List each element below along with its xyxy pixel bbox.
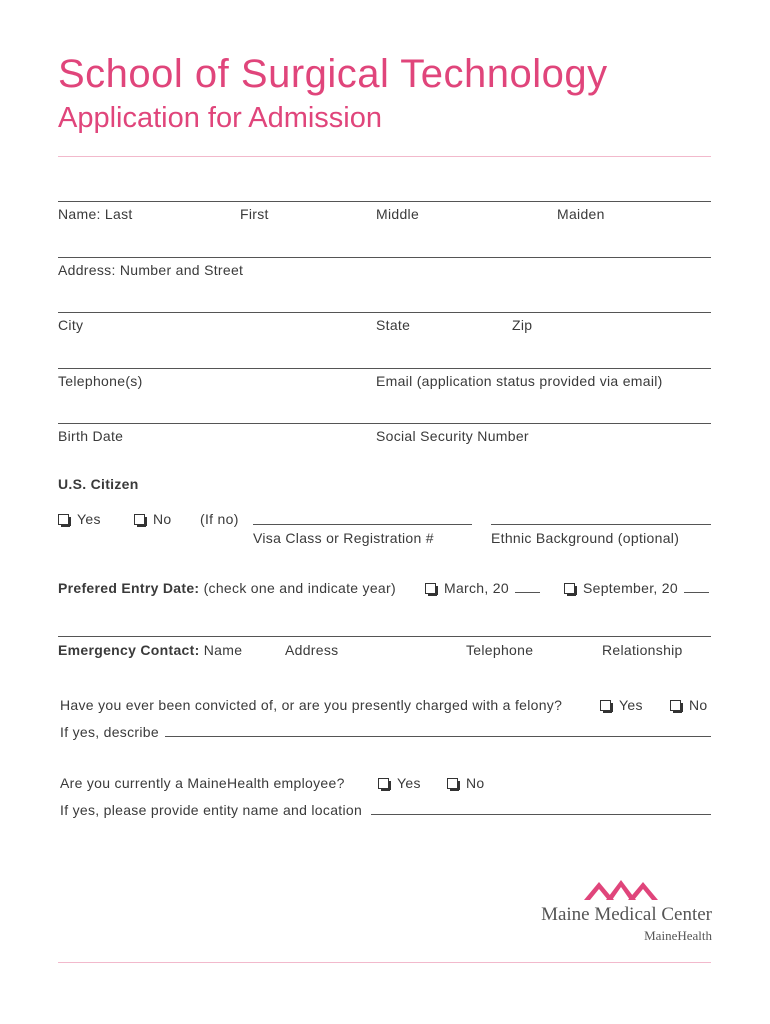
checkbox-icon [378, 778, 389, 789]
checkbox-icon [600, 700, 611, 711]
visa-input-line[interactable] [253, 524, 472, 525]
telephone-label: Telephone(s) [58, 373, 143, 389]
employee-question: Are you currently a MaineHealth employee? [60, 775, 345, 791]
ssn-label: Social Security Number [376, 428, 529, 444]
name-maiden-label: Maiden [557, 206, 605, 222]
city-input-line[interactable] [58, 312, 711, 313]
footer-divider [58, 962, 711, 963]
city-label: City [58, 317, 84, 333]
header-divider [58, 156, 711, 157]
citizen-heading: U.S. Citizen [58, 476, 139, 492]
felony-yes-checkbox[interactable]: Yes [600, 697, 643, 713]
entry-september-checkbox[interactable]: September, 20 [564, 580, 709, 596]
address-label: Address: Number and Street [58, 262, 244, 278]
page-subtitle: Application for Admission [58, 102, 382, 134]
maine-medical-center-logo [528, 878, 712, 944]
checkbox-icon [670, 700, 681, 711]
address-input-line[interactable] [58, 257, 711, 258]
name-first-label: First [240, 206, 269, 222]
felony-describe-line[interactable] [165, 736, 711, 737]
emergency-relationship-label: Relationship [602, 642, 683, 658]
telephone-input-line[interactable] [58, 368, 711, 369]
email-label: Email (application status provided via email) [376, 373, 663, 389]
entry-date-label: Prefered Entry Date: (check one and indicate year) [58, 580, 396, 596]
logo-name: Maine Medical Center [541, 904, 712, 925]
employee-entity-label: If yes, please provide entity name and location [60, 802, 363, 818]
name-middle-label: Middle [376, 206, 420, 222]
roof-logo-icon [584, 878, 658, 902]
emergency-input-line[interactable] [58, 636, 711, 637]
ethnic-label: Ethnic Background (optional) [491, 530, 680, 546]
employee-entity-line[interactable] [371, 814, 711, 815]
checkbox-icon [447, 778, 458, 789]
employee-no-checkbox[interactable]: No [447, 775, 485, 791]
ethnic-input-line[interactable] [491, 524, 711, 525]
felony-describe-label: If yes, describe [60, 724, 159, 740]
page-title: School of Surgical Technology [58, 52, 608, 96]
citizen-no-checkbox[interactable]: No [134, 511, 172, 527]
employee-yes-checkbox[interactable]: Yes [378, 775, 421, 791]
checkbox-icon [58, 514, 69, 525]
citizen-yes-checkbox[interactable]: Yes [58, 511, 101, 527]
checkbox-icon [425, 583, 436, 594]
emergency-telephone-label: Telephone [466, 642, 534, 658]
september-year-blank[interactable] [684, 592, 709, 593]
emergency-name-label: Emergency Contact: Name [58, 642, 243, 658]
name-input-line[interactable] [58, 201, 711, 202]
entry-march-checkbox[interactable]: March, 20 [425, 580, 540, 596]
march-year-blank[interactable] [515, 592, 540, 593]
felony-question: Have you ever been convicted of, or are you presently charged with a felony? [60, 697, 563, 713]
emergency-address-label: Address [285, 642, 339, 658]
visa-label: Visa Class or Registration # [253, 530, 434, 546]
name-last-label: Name: Last [58, 206, 133, 222]
birth-input-line[interactable] [58, 423, 711, 424]
checkbox-icon [134, 514, 145, 525]
felony-no-checkbox[interactable]: No [670, 697, 708, 713]
state-label: State [376, 317, 411, 333]
birth-date-label: Birth Date [58, 428, 124, 444]
checkbox-icon [564, 583, 575, 594]
zip-label: Zip [512, 317, 533, 333]
if-no-label: (If no) [200, 511, 239, 527]
logo-subname: MaineHealth [644, 928, 712, 943]
